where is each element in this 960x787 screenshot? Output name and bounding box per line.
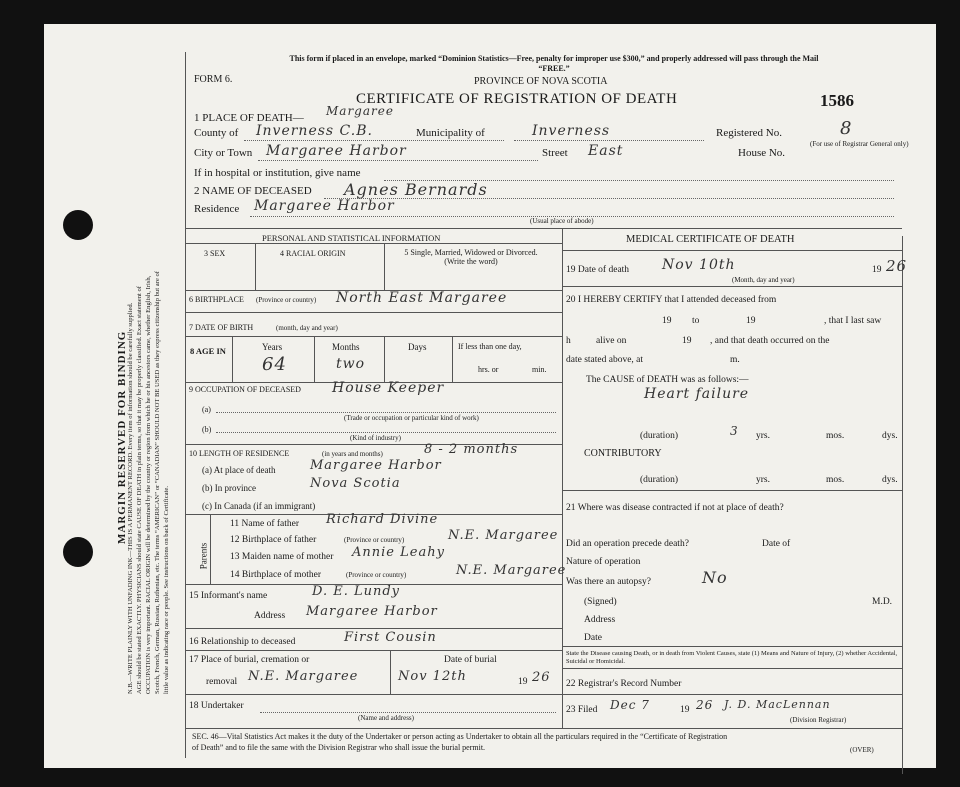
city-line bbox=[258, 160, 538, 161]
residence-label: Residence bbox=[194, 203, 240, 215]
hrs-label: hrs. or bbox=[478, 365, 499, 374]
age-div-1 bbox=[232, 336, 233, 382]
cause-label: The CAUSE of DEATH was as follows:— bbox=[586, 375, 749, 385]
middle-divider bbox=[562, 228, 563, 728]
duration-value: 3 bbox=[730, 424, 739, 438]
filed-year-prefix: 19 bbox=[680, 705, 690, 715]
margin-nb-line-1: N.B.—WRITE PLAINLY WITH UNFADING INK—THIS IS A PERMANENT RECORD. Every item of information should be carefully supplied. bbox=[127, 302, 134, 694]
father-value: Richard Divine bbox=[326, 512, 439, 527]
contributory-dys-label: dys. bbox=[882, 475, 898, 485]
sec-46-line-2: of Death” and to file the same with the Division Registrar who shall issue the burial permit. bbox=[192, 743, 486, 752]
racial-divider bbox=[384, 243, 385, 290]
burial-year-value: 26 bbox=[532, 670, 551, 685]
burial-rule bbox=[185, 650, 562, 651]
duration-yrs-label: yrs. bbox=[756, 431, 770, 441]
father-birthplace-label: 12 Birthplace of father bbox=[230, 535, 317, 545]
margin-nb-line-5: little value as indicating race or people. See instructions on back of Certificate. bbox=[163, 486, 170, 694]
county-value: Inverness C.B. bbox=[256, 123, 373, 139]
at-place-value: Margaree Harbor bbox=[310, 458, 442, 473]
autopsy-value: No bbox=[702, 568, 728, 587]
municipality-value: Inverness bbox=[532, 123, 611, 139]
punch-hole-top bbox=[63, 210, 93, 240]
relationship-value: First Cousin bbox=[344, 630, 437, 645]
county-label: County of bbox=[194, 127, 239, 139]
contributory-mos-label: mos. bbox=[826, 475, 845, 485]
mother-birthplace-label: 14 Birthplace of mother bbox=[230, 570, 322, 580]
contributory-label: CONTRIBUTORY bbox=[584, 448, 662, 459]
less-than-day-label: If less than one day, bbox=[458, 342, 522, 351]
violent-causes-note: State the Disease causing Death, or in death from Violent Causes, state (1) Means and Nature of Injury, (2) whether Accidental, Suicidal or Homicidal. bbox=[566, 650, 898, 665]
duration-mos-label: mos. bbox=[826, 431, 845, 441]
m-label: m. bbox=[730, 355, 740, 365]
city-label: City or Town bbox=[194, 147, 253, 159]
province-heading: PROVINCE OF NOVA SCOTIA bbox=[474, 76, 608, 87]
age-div-4 bbox=[452, 336, 453, 382]
certify-to: to bbox=[692, 316, 700, 326]
parents-label: Parents bbox=[198, 542, 209, 570]
county-line bbox=[244, 140, 504, 141]
informant-label: 15 Informant's name bbox=[189, 591, 268, 601]
occupation-label: 9 OCCUPATION OF DECEASED bbox=[189, 385, 301, 394]
form-number: FORM 6. bbox=[194, 74, 233, 85]
filed-label: 23 Filed bbox=[566, 705, 598, 715]
residence-length-label: 10 LENGTH OF RESIDENCE bbox=[189, 449, 290, 458]
undertaker-rule bbox=[185, 694, 562, 695]
father-birthplace-value: N.E. Margaree bbox=[448, 528, 559, 543]
city-value: Margaree Harbor bbox=[266, 143, 407, 159]
occ-b-line bbox=[216, 432, 556, 433]
medical-section-title: MEDICAL CERTIFICATE OF DEATH bbox=[626, 234, 795, 245]
in-canada-label: (c) In Canada (if an immigrant) bbox=[202, 501, 316, 511]
contributory-yrs-label: yrs. bbox=[756, 475, 770, 485]
alive-on-label: alive on bbox=[596, 336, 627, 346]
residence-length-value: 8 - 2 months bbox=[424, 442, 519, 457]
in-province-label: (b) In province bbox=[202, 483, 256, 493]
municipality-label: Municipality of bbox=[416, 127, 485, 139]
removal-value: N.E. Margaree bbox=[248, 669, 359, 684]
in-province-value: Nova Scotia bbox=[310, 476, 401, 491]
alive-h: h bbox=[566, 336, 571, 346]
at-place-label: (a) At place of death bbox=[202, 465, 276, 475]
months-value: two bbox=[336, 356, 366, 372]
division-registrar-signature: J. D. MacLennan bbox=[724, 698, 831, 711]
date-of-death-year-prefix: 19 bbox=[872, 265, 882, 275]
date-of-death-value: Nov 10th bbox=[662, 257, 736, 273]
burial-date-label: Date of burial bbox=[444, 655, 497, 665]
occupation-b-note: (Kind of industry) bbox=[350, 434, 401, 442]
certificate-number: 1586 bbox=[820, 91, 854, 110]
years-value: 64 bbox=[262, 354, 287, 375]
sex-divider bbox=[255, 243, 256, 290]
medical-title-rule bbox=[562, 250, 902, 251]
street-label: Street bbox=[542, 147, 568, 159]
mother-birthplace-value: N.E. Margaree bbox=[456, 563, 567, 578]
name-of-deceased-value: Agnes Bernards bbox=[344, 180, 488, 199]
relationship-label: 16 Relationship to deceased bbox=[189, 637, 296, 647]
margin-nb-line-3: OCCUPATION is very important. RACIAL ORIGIN will be determined by the country or region from which he or his ancestors came, whether English, Irish, bbox=[145, 275, 152, 694]
operation-label: Did an operation precede death? bbox=[566, 539, 689, 549]
personal-section-title: PERSONAL AND STATISTICAL INFORMATION bbox=[262, 233, 441, 243]
racial-origin-label: 4 RACIAL ORIGIN bbox=[280, 249, 346, 258]
signed-label: (Signed) bbox=[584, 597, 617, 607]
informant-address-value: Margaree Harbor bbox=[306, 604, 438, 619]
occupation-b: (b) bbox=[202, 425, 212, 434]
age-div-2 bbox=[314, 336, 315, 382]
occ-a-line bbox=[216, 412, 556, 413]
certify-19a: 19 bbox=[662, 316, 672, 326]
municipality-line bbox=[514, 140, 704, 141]
birthplace-value: North East Margaree bbox=[336, 290, 508, 306]
mother-birthplace-note: (Province or country) bbox=[346, 571, 407, 579]
date-of-death-note: (Month, day and year) bbox=[732, 276, 795, 284]
row7-rule bbox=[185, 312, 562, 313]
place-of-death-label: 1 PLACE OF DEATH— bbox=[194, 112, 304, 124]
burial-year-prefix: 19 bbox=[518, 677, 528, 687]
nature-label: Nature of operation bbox=[566, 557, 641, 567]
footer-rule bbox=[185, 728, 902, 729]
hospital-label: If in hospital or institution, give name bbox=[194, 167, 361, 179]
date-stated-label: date stated above, at bbox=[566, 355, 644, 365]
certify-19b: 19 bbox=[746, 316, 756, 326]
medical-address-label: Address bbox=[584, 615, 616, 625]
removal-label: removal bbox=[206, 677, 238, 687]
age-label: 8 AGE IN bbox=[190, 346, 226, 356]
age-div-3 bbox=[384, 336, 385, 382]
name-of-deceased-label: 2 NAME OF DECEASED bbox=[194, 185, 312, 197]
father-label: 11 Name of father bbox=[230, 519, 300, 529]
punch-hole-bottom bbox=[63, 537, 93, 567]
date-of-death-label: 19 Date of death bbox=[566, 265, 630, 275]
section-top-rule bbox=[185, 228, 902, 229]
margin-nb-line-2: AGE should be stated EXACTLY. PHYSICIANS should state CAUSE OF DEATH in plain terms, so that it may be properly classified. Exact statement of bbox=[136, 286, 143, 694]
mother-label: 13 Maiden name of mother bbox=[230, 552, 334, 562]
residence-value: Margaree Harbor bbox=[254, 198, 395, 214]
margin-nb-line-4: Scotch, French, German, Russian, Ruthenian, etc. The terms “AMERICAN” or “CANADIAN” SHOULD NOT BE USED as they express citizenship but are of bbox=[154, 271, 161, 694]
alive-rest: , and that death occurred on the bbox=[710, 336, 830, 346]
registered-value: 8 bbox=[840, 118, 853, 139]
street-value: East bbox=[588, 143, 624, 159]
row8-rule bbox=[185, 336, 562, 337]
informant-address-label: Address bbox=[254, 611, 286, 621]
undertaker-line bbox=[260, 712, 556, 713]
burial-divider bbox=[390, 650, 391, 694]
days-label: Days bbox=[408, 342, 427, 352]
division-registrar-note: (Division Registrar) bbox=[790, 716, 847, 724]
duration-label: (duration) bbox=[640, 431, 678, 441]
occupation-value: House Keeper bbox=[332, 380, 445, 396]
medical-date-label: Date bbox=[584, 633, 602, 643]
relationship-rule bbox=[185, 628, 562, 629]
certify-rule bbox=[562, 286, 902, 287]
where-contracted-label: 21 Where was disease contracted if not at place of death? bbox=[566, 503, 784, 513]
birthplace-note: (Province or country) bbox=[256, 296, 317, 304]
marital-status-label: 5 Single, Married, Widowed or Divorced. (Write the word) bbox=[404, 248, 538, 266]
filed-date-value: Dec 7 bbox=[610, 698, 650, 712]
over-label: (OVER) bbox=[850, 746, 874, 754]
certify-label: 20 I HEREBY CERTIFY that I attended deceased from bbox=[566, 295, 777, 305]
certify-last-saw: , that I last saw bbox=[824, 316, 882, 326]
registrar-record-label: 22 Registrar's Record Number bbox=[566, 679, 682, 689]
dob-label: 7 DATE OF BIRTH bbox=[189, 323, 254, 332]
contributory-duration-label: (duration) bbox=[640, 475, 678, 485]
cause-value: Heart failure bbox=[644, 386, 750, 402]
margin-reserved-label: MARGIN RESERVED FOR BINDING bbox=[116, 330, 128, 544]
alive-19: 19 bbox=[682, 336, 692, 346]
min-label: min. bbox=[532, 365, 547, 374]
sex-label: 3 SEX bbox=[204, 249, 226, 258]
occupation-a: (a) bbox=[202, 405, 211, 414]
date-of-death-year-value: 26 bbox=[886, 257, 908, 275]
registered-label: Registered No. bbox=[716, 127, 782, 139]
form-right-rule bbox=[902, 236, 903, 774]
date-of-label: Date of bbox=[762, 539, 791, 549]
house-label: House No. bbox=[738, 147, 786, 159]
months-label: Months bbox=[332, 342, 360, 352]
parents-divider bbox=[210, 514, 211, 584]
district-value: Margaree bbox=[326, 104, 394, 118]
burial-date-value: Nov 12th bbox=[398, 669, 467, 684]
undertaker-label: 18 Undertaker bbox=[189, 701, 244, 711]
mother-value: Annie Leahy bbox=[352, 545, 445, 560]
registrar-note: (For use of Registrar General only) bbox=[810, 140, 909, 148]
birthplace-label: 6 BIRTHPLACE bbox=[189, 295, 244, 304]
burial-label: 17 Place of burial, cremation or bbox=[189, 655, 310, 665]
undertaker-note: (Name and address) bbox=[358, 714, 414, 722]
informant-value: D. E. Lundy bbox=[312, 584, 401, 599]
occupation-a-note: (Trade or occupation or particular kind of work) bbox=[344, 414, 479, 422]
record-rule bbox=[562, 668, 902, 669]
sec-46-line-1: SEC. 46—Vital Statistics Act makes it the duty of the Undertaker or person acting as Undertaker to obtain all the particulars required in the “Certificate of Registration bbox=[192, 732, 728, 741]
violent-rule bbox=[562, 646, 902, 647]
years-label: Years bbox=[262, 342, 283, 352]
residence-length-note: (in years and months) bbox=[322, 450, 383, 458]
md-label: M.D. bbox=[872, 597, 893, 607]
residence-note: (Usual place of abode) bbox=[530, 217, 594, 225]
certificate-paper bbox=[44, 24, 936, 768]
duration-dys-label: dys. bbox=[882, 431, 898, 441]
autopsy-label: Was there an autopsy? bbox=[566, 577, 651, 587]
filed-year-value: 26 bbox=[696, 698, 714, 712]
form-left-rule bbox=[185, 52, 186, 758]
where-rule bbox=[562, 490, 902, 491]
filed-rule bbox=[562, 694, 902, 695]
dob-note: (month, day and year) bbox=[276, 324, 338, 332]
personal-title-rule bbox=[185, 243, 562, 244]
father-birthplace-note: (Province or country) bbox=[344, 536, 405, 544]
mailing-notice: This form if placed in an envelope, marked “Dominion Statistics—Free, penalty for improper use $300,” and properly addressed will pass through the Mail “FREE.” bbox=[289, 54, 819, 73]
certificate-title: CERTIFICATE OF REGISTRATION OF DEATH bbox=[356, 91, 678, 107]
